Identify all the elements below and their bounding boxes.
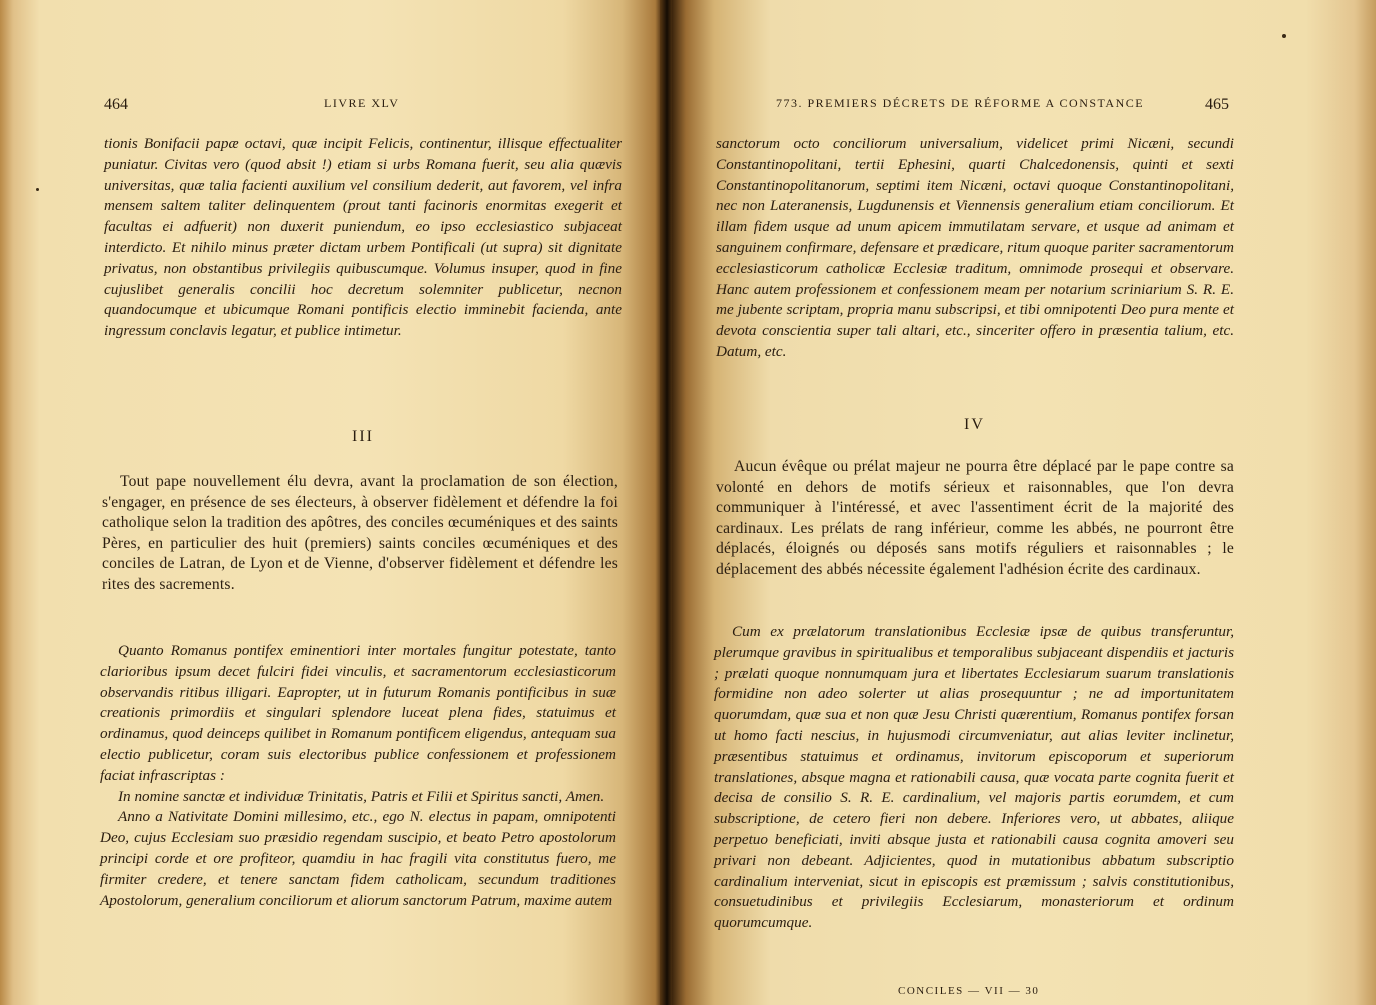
page-number-left: 464 xyxy=(104,96,128,113)
section-heading-iv: IV xyxy=(964,416,985,433)
french-summary-iv: Aucun évêque ou prélat majeur ne pourra être déplacé par le pape contre sa volonté en dehors de motifs sérieux et raisonnables, que l'on devra communiquer à l'intéressé, et avec l'assentiment écrit de la majorité des cardinaux. Les prélats de rang inférieur, comme les abbés, ne pourront être déplacés, éloignés ou déposés sans motifs réguliers et raisonnables ; le déplacement des abbés nécessite également l'adhésion écrite des cardinaux. xyxy=(716,458,1234,578)
latin-paragraph: Anno a Nativitate Domini millesimo, etc., ego N. electus in papam, omnipotenti Deo, cujus Ecclesiam suo præsidio regendam suscipio, et beato Petro apostolorum principi corde et ore profiteor, quamdiu in hac fragili vita constitutus fuero, me firmiter credere, et tenere sanctam fidem catholicam, secundum traditiones Apostolorum, generalium conciliorum et aliorum sanctorum Patrum, maxime autem xyxy=(100,808,616,909)
right-page xyxy=(672,0,1376,1005)
signature-mark: CONCILES — VII — 30 xyxy=(898,985,1040,997)
latin-decree-iii xyxy=(100,641,616,911)
latin-paragraph-left-1: tionis Bonifacii papæ octavi, quæ incipit Felicis, continentur, illisque effectualiter puniatur. Civitas vero (quod absit !) etiam si urbs Romana fuerit, seu alia quævis universitas, quæ talia facienti auxilium vel consilium dederit, aut favorem, vel infra mensem saltem taliter delinquentem (prout tanti facinoris enormitas exegerit et facultas ei adfuerit) non duxerit puniendum, eo ipso ecclesiastico subjaceat interdicto. Et nihilo minus præter dictam urbem Pontificali (ut supra) sit dignitate privatus, non obstantibus privilegiis quibuscumque. Volumus insuper, quod in fine cujuslibet generalis concilii hoc decretum solemniter publicetur, necnon quandocumque et ubicumque Romani pontificis electio imminebit facienda, ante ingressum conclavis legatur, et publice intimetur. xyxy=(104,135,622,340)
running-head-right: 773. PREMIERS DÉCRETS DE RÉFORME A CONSTANCE xyxy=(776,96,1145,110)
latin-paragraph-right-1: sanctorum octo conciliorum universalium, videlicet primi Nicæni, secundi Constantinopolitani, tertii Ephesini, quarti Chalcedonensis, quinti et sexti Constantinopolitanorum, septimi item Nicæni, octavi quoque Constantinopolitani, nec non Lateranensis, Lugdunensis et Viennensis generalium etiam conciliorum. Et illam fidem usque ad unum apicem immutilatam servare, et usque ad animam et sanguinem confirmare, defensare et prædicare, ritum quoque pariter sacramentorum ecclesiasticorum catholicæ Ecclesiæ traditum, omnimode prosequi et observare. Hanc autem professionem et confessionem meam per notarium scriniarium S. R. E. me jubente scriptam, propria manu subscripsi, et tibi omnipotenti Deo pura mente et devota conscientia super tali altari, etc., sinceriter offero in præsentia talium, etc. Datum, etc. xyxy=(716,135,1234,360)
paper-speck xyxy=(36,188,39,191)
french-summary-iii: Tout pape nouvellement élu devra, avant la proclamation de son élection, s'engager, en présence de ses électeurs, à observer fidèlement et défendre la foi catholique selon la tradition des apôtres, des conciles œcuméniques et des saints Pères, en particulier des huit (premiers) saints conciles œcuméniques et des conciles de Latran, de Lyon et de Vienne, d'observer fidèlement et défendre les rites des sacrements. xyxy=(102,473,618,593)
section-heading-iii: III xyxy=(352,428,374,445)
latin-paragraph: In nomine sanctæ et individuæ Trinitatis, Patris et Filii et Spiritus sancti, Amen. xyxy=(118,787,605,805)
page-number-right: 465 xyxy=(1205,96,1229,113)
latin-paragraph: Quanto Romanus pontifex eminentiori inter mortales fungitur potestate, tanto clarioribus ipsum decet fulciri fidei vinculis, et sacramentorum ecclesiasticorum observandis ritibus illigari. Eapropter, ut in futurum Romanis pontificibus in suæ creationis primordiis et singulari splendore luceat plena fides, statuimus et ordinamus, quod deinceps quilibet in Romanum pontificem eligendus, antequam sua electio publicetur, coram suis electoribus publice confessionem et professionem faciat infrascriptas : xyxy=(100,642,616,784)
left-page xyxy=(0,0,662,1005)
running-head-left: LIVRE XLV xyxy=(324,96,400,110)
latin-decree-iv: Cum ex prælatorum translationibus Ecclesiæ ipsæ de quibus transferuntur, plerumque gravibus in spiritualibus et temporalibus subjaceant dispendiis et jacturis ; prælati quoque nonnumquam jura et libertates Ecclesiarum suarum translationis formidine non adeo solerter ut alias prosequuntur ; ne ad importunitatem quorumdam, quæ sua et non quæ Jesu Christi quærentium, Romanus pontifex forsan ut homo facti nescius, in hujusmodi circumveniatur, aut alias leviter inclinetur, præsentibus statuimus et ordinamus, invitorum episcoporum et superiorum translationes, absque magna et rationabili causa, quæ vocata parte cognita fuerit et decisa de consilio S. R. E. cardinalium, vel majoris partis eorumdem, et cum subscriptione, de cetero fieri non debere. Inferiores vero, ut abbates, aliique perpetuo beneficiati, inviti absque justa et rationabili causa cognita amoveri seu privari non debeant. Adjicientes, quod in mutationibus abbatum subscriptio cardinalium interveniat, sicut in episcopis est præmissum ; salvis constitutionibus, consuetudinibus et privilegiis Ecclesiarum, monasteriorum et ordinum quorumcumque. xyxy=(714,623,1234,932)
paper-speck xyxy=(1282,34,1286,38)
